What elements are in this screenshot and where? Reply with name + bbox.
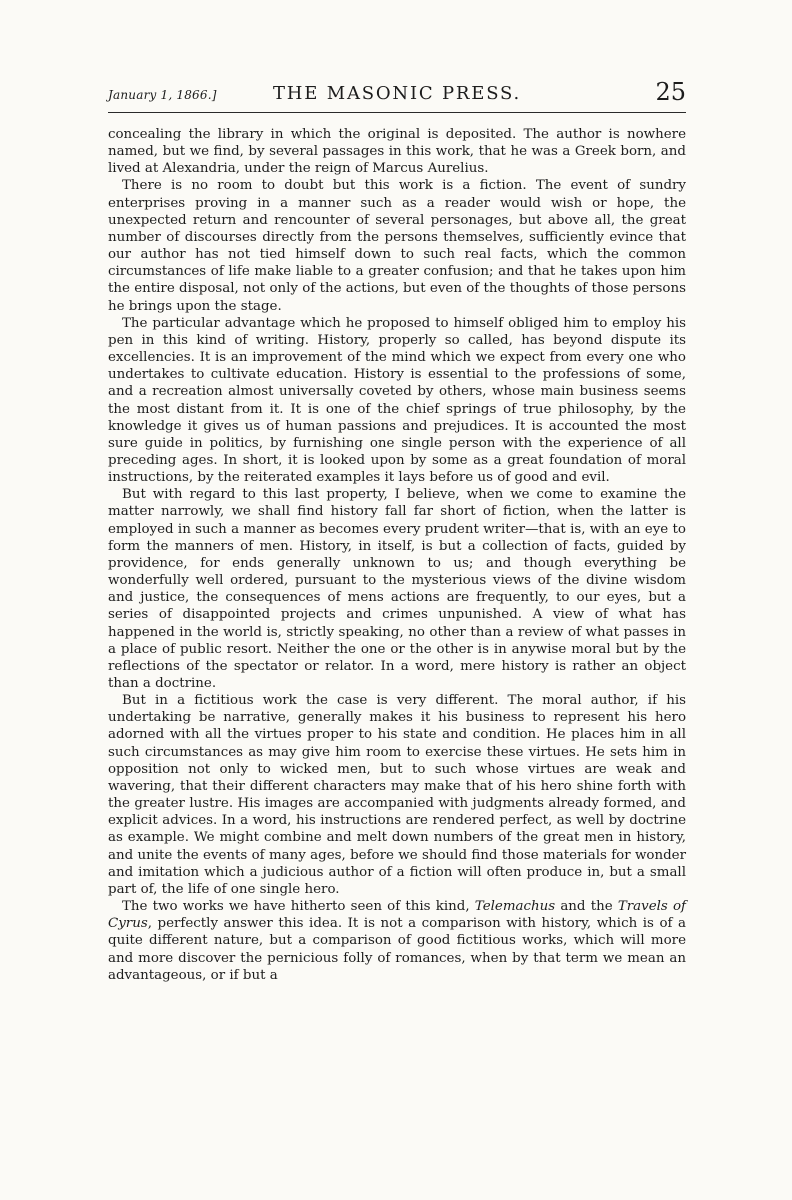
- book-title-travels-of-cyrus: Travels of Cyrus: [108, 899, 687, 932]
- paragraph-3: The particular advantage which he proposed to himself obliged him to employ his pen in this kind of writing. History, properly so called, has beyond dispute its excellencies. It is an improvement of the mind which we expect from every one who undertakes to cultivate education. History is essential to the professions of some, and a recreation almost universally coveted by others, whose main business seems the most distant from it. It is one of the chief springs of true philosophy, by the knowledge it gives us of human passions and prejudices. It is accounted the most sure guide in politics, by furnishing one single person with the experience of all preceding ages. In short, it is looked upon by some as a great foundation of moral instructions, by the reiterated examples it lays before us of good and evil.: [108, 315, 686, 486]
- paragraph-6-text-1: The two works we have hitherto seen of this kind,: [122, 899, 475, 915]
- page-number: 25: [655, 78, 686, 106]
- publication-title: THE MASONIC PRESS.: [272, 83, 522, 104]
- paragraph-6: [108, 898, 686, 984]
- paragraph-5: But in a fictitious work the case is very different. The moral author, if his undertaking be narrative, generally makes it his business to represent his hero adorned with all the virtues proper to his state and condition. He places him in all such circumstances as may give him room to exercise these virtues. He sets him in opposition not only to wicked men, but to such whose virtues are weak and wavering, that their different characters may make that of his hero shine forth with the greater lustre. His images are accompanied with judgments already formed, and explicit advices. In a word, his instructions are rendered perfect, as well by doctrine as example. We might combine and melt down numbers of the great men in history, and unite the events of many ages, before we should find those materials for wonder and imitation which a judicious author of a fiction will often produce in, but a small part of, the life of one single hero.: [108, 693, 686, 897]
- paragraph-2: There is no room to doubt but this work is a fiction. The event of sundry enterprises proving in a manner such as a reader would wish or hope, the unexpected return and rencounter of several personages, but above all, the great number of discourses directly from the persons themselves, sufficiently evince that our author has not tied himself down to such real facts, which the common circumstances of life make liable to a greater confusion; and that he takes upon him the entire disposal, not only of the actions, but even of the thoughts of those persons he brings upon the stage.: [108, 178, 686, 314]
- header-rule: [108, 112, 686, 113]
- running-head: [108, 78, 686, 108]
- paragraph-4: But with regard to this last property, I believe, when we come to examine the matter narrowly, we shall find history fall far short of fiction, when the latter is employed in such a manner as becomes every prudent writer—that is, with an eye to form the manners of men. History, in itself, is but a collection of facts, guided by providence, for ends generally unknown to us; and though everything be wonderfully well ordered, pursuant to the mysterious views of the divine wisdom and justice, the consequences of mens actions are frequently, to our eyes, but a series of disappointed projects and crimes unpunished. A view of what has happened in the world is, strictly speaking, no other than a review of what passes in a place of public resort. Neither the one or the other is in anywise moral but by the reflections of the spectator or relator. In a word, mere history is rather an object than a doctrine.: [108, 487, 686, 691]
- article-body: [108, 126, 686, 984]
- issue-date: January 1, 1866.]: [108, 88, 217, 102]
- paragraph-6-text-3: , perfectly answer this idea. It is not a comparison with history, which is of a quite different nature, but a comparison of good fictitious works, which will more and more discover the pernicious folly of romances, when by that term we mean an advantageous, or if but a: [108, 916, 686, 983]
- book-title-telemachus: Telemachus: [474, 899, 556, 915]
- paragraph-6-text-2: and the: [555, 899, 618, 915]
- paragraph-1: concealing the library in which the original is deposited. The author is nowhere named, but we find, by several passages in this work, that he was a Greek born, and lived at Alexandria, under the reign of Marcus Aurelius.: [108, 127, 686, 177]
